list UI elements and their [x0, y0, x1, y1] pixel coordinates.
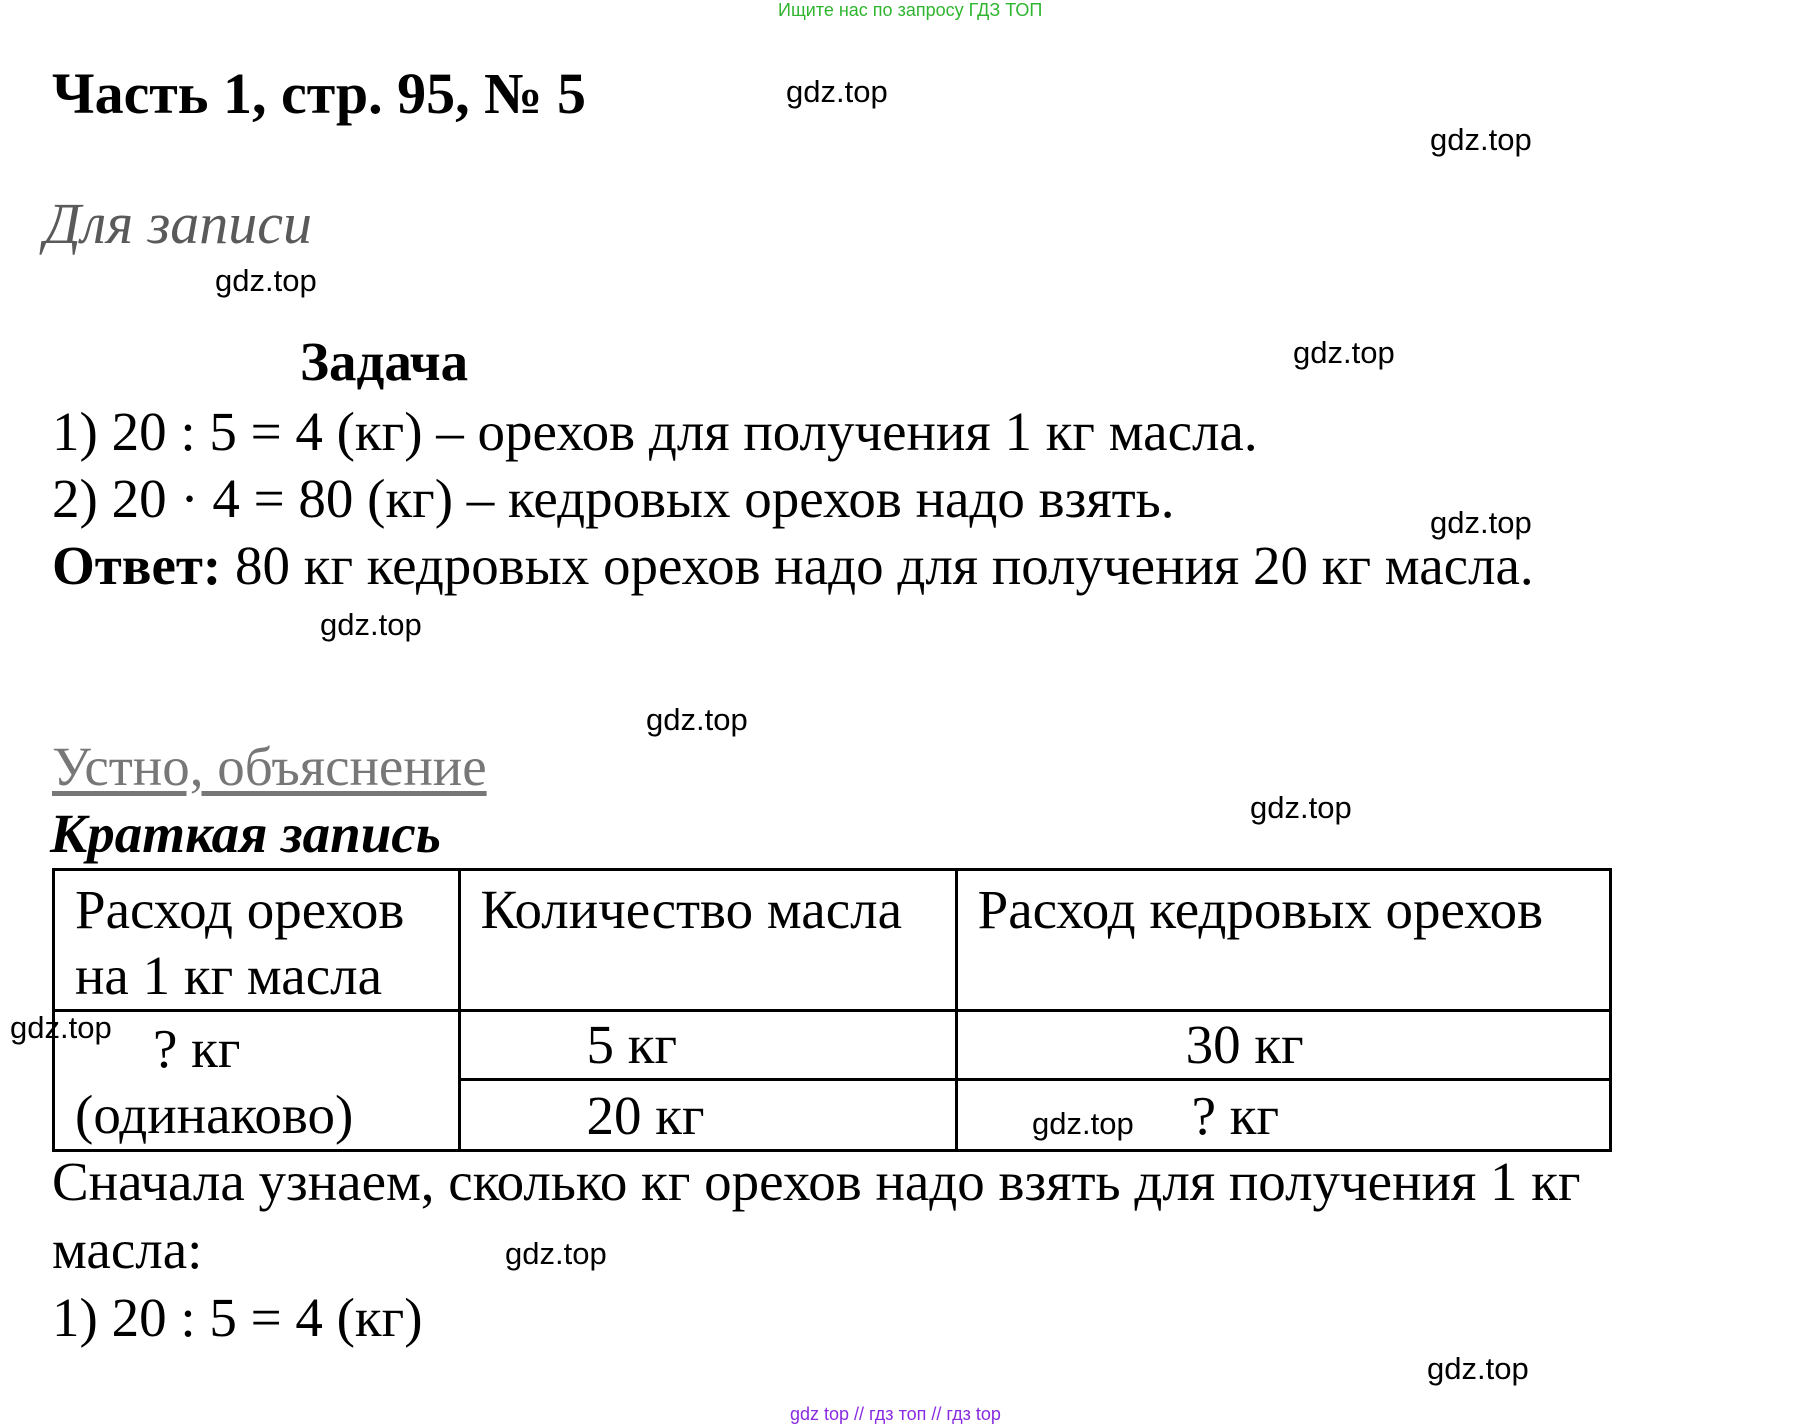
cell-nut-rate-value: [54, 1011, 460, 1151]
watermark: gdz.top: [1032, 1106, 1134, 1141]
nut-rate-unknown: ? кг: [153, 1018, 241, 1079]
watermark: gdz.top: [646, 702, 748, 737]
solution-line-1: 1) 20 : 5 = 4 (кг) – орехов для получения 1 кг масла.: [52, 401, 1258, 462]
answer-text: 80 кг кедровых орехов надо для получения 20 кг масла.: [221, 535, 1534, 596]
header-cedar-rate: Расход кедровых орехов: [977, 879, 1544, 940]
answer-line: [52, 534, 1534, 597]
explanation-line-1: Сначала узнаем, сколько кг орехов надо взять для получения 1 кг: [52, 1151, 1581, 1212]
answer-label: Ответ:: [52, 535, 222, 596]
watermark: gdz.top: [1427, 1351, 1529, 1386]
top-banner[interactable]: Ищите нас по запросу ГДЗ ТОП: [778, 0, 1043, 20]
header-nut-rate-line2: на 1 кг масла: [75, 945, 382, 1006]
bottom-banner[interactable]: gdz top // гдз топ // гдз top: [790, 1404, 1001, 1424]
explanation-line-2: масла:: [52, 1219, 203, 1280]
cell-oil-amount-1: 5 кг: [459, 1011, 956, 1080]
page-title: Часть 1, стр. 95, № 5: [52, 61, 586, 126]
header-oil-amount: Количество масла: [480, 879, 902, 940]
cell-cedar-rate-1: 30 кг: [956, 1011, 1610, 1080]
task-heading: Задача: [300, 331, 469, 392]
watermark: gdz.top: [10, 1010, 112, 1045]
table-header-row: [54, 870, 1611, 1011]
watermark: gdz.top: [1250, 790, 1352, 825]
cell-cedar-rate-2: ? кг: [956, 1080, 1610, 1151]
nut-rate-note: (одинаково): [75, 1084, 354, 1145]
watermark: gdz.top: [1430, 505, 1532, 540]
section-write-heading: Для записи: [44, 191, 313, 256]
header-nut-rate-line1: Расход орехов: [75, 879, 405, 940]
header-cell-oil-amount: [459, 870, 956, 1011]
short-record-table: [52, 868, 1612, 1152]
watermark: gdz.top: [215, 263, 317, 298]
table-row: [54, 1011, 1611, 1080]
cell-oil-amount-2: 20 кг: [459, 1080, 956, 1151]
watermark: gdz.top: [505, 1236, 607, 1271]
short-record-title: Краткая запись: [50, 803, 441, 864]
header-cell-cedar-rate: [956, 870, 1610, 1011]
section-oral-heading: Устно, объяснение: [52, 736, 487, 797]
watermark: gdz.top: [786, 74, 888, 109]
watermark: gdz.top: [1293, 335, 1395, 370]
watermark: gdz.top: [320, 607, 422, 642]
solution-line-2: 2) 20 · 4 = 80 (кг) – кедровых орехов надо взять.: [52, 468, 1175, 529]
header-cell-nut-rate: [54, 870, 460, 1011]
explanation-line-3: 1) 20 : 5 = 4 (кг): [52, 1287, 423, 1348]
watermark: gdz.top: [1430, 122, 1532, 157]
